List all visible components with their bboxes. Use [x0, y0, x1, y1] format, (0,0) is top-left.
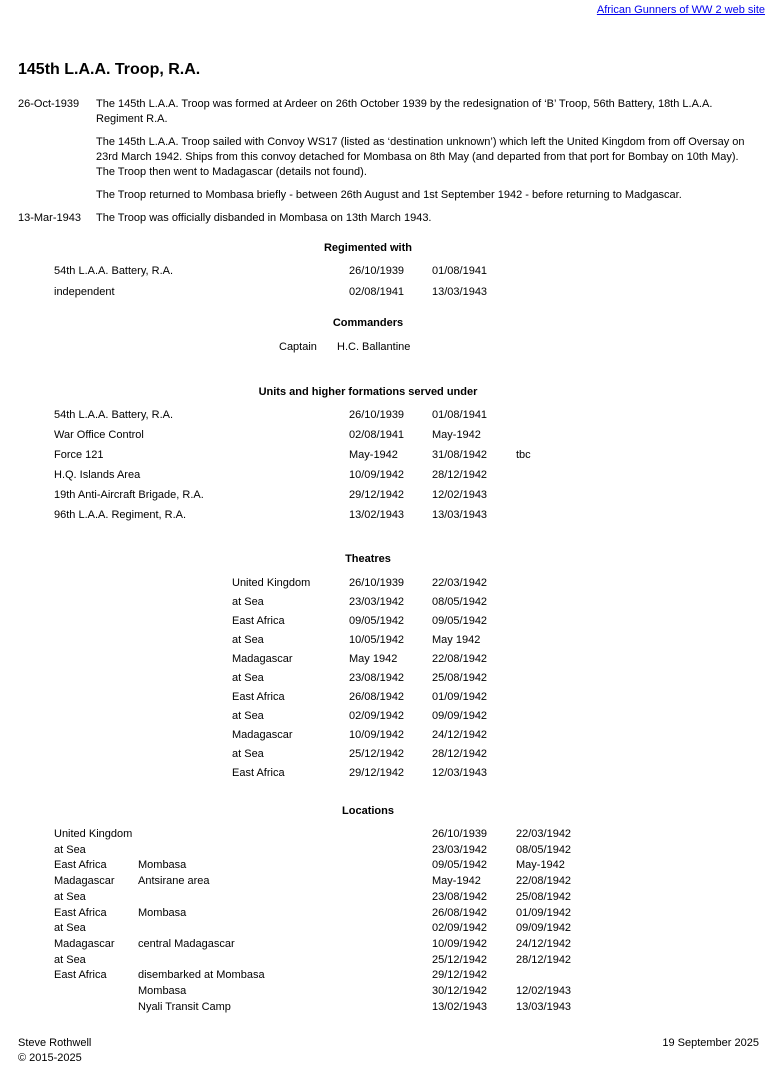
page-footer	[18, 1036, 759, 1066]
date-from-cell: 02/08/1941	[349, 429, 405, 441]
table-row	[54, 953, 626, 969]
history-entry	[18, 97, 755, 127]
place-cell: disembarked at Mombasa	[138, 969, 265, 982]
footer-author: Steve Rothwell	[18, 1037, 92, 1049]
footer-author-block	[18, 1036, 91, 1066]
region-cell: at Sea	[54, 843, 86, 856]
history-text: The 145th L.A.A. Troop sailed with Convoy WS17 (listed as ‘destination unknown’) which left the United Kingdom from off Oversay on 23rd March 1942. Ships from this convoy detached for Mombasa on 8th May (and departed from that port for Bombay on 10th May). The Troop then went to Madagascar (details not found).	[96, 136, 745, 178]
date-to-cell	[516, 968, 626, 984]
history-date	[18, 135, 96, 180]
date-to-cell: 25/08/1942	[432, 672, 488, 684]
table-row	[232, 747, 542, 766]
place-cell	[138, 921, 432, 937]
unit-name-cell: 19th Anti-Aircraft Brigade, R.A.	[54, 489, 204, 501]
regimented-with-table	[54, 264, 516, 306]
history-date: 26-Oct-1939	[18, 98, 80, 110]
place-cell: Nyali Transit Camp	[138, 1000, 231, 1013]
date-to-cell: 22/08/1942	[516, 875, 572, 888]
date-from-cell: May-1942	[432, 875, 481, 888]
table-row	[54, 468, 576, 488]
date-from-cell: May 1942	[349, 653, 398, 665]
date-to-cell: 01/08/1941	[432, 409, 488, 421]
table-row	[54, 906, 626, 922]
table-row	[232, 595, 542, 614]
units-table	[54, 408, 576, 528]
table-row	[54, 508, 576, 528]
date-from-cell: 02/09/1942	[432, 922, 488, 935]
date-from-cell: 25/12/1942	[432, 953, 488, 966]
site-home-link[interactable]: African Gunners of WW 2 web site	[596, 4, 765, 16]
table-row	[54, 428, 576, 448]
unit-name-cell: Force 121	[54, 449, 104, 461]
date-from-cell: 02/09/1942	[349, 710, 405, 722]
place-cell	[138, 843, 432, 859]
place-cell: central Madagascar	[138, 937, 235, 950]
history-entry	[18, 188, 755, 203]
region-cell: at Sea	[54, 953, 86, 966]
table-row	[54, 921, 626, 937]
place-cell: Mombasa	[138, 906, 187, 919]
history-section	[18, 97, 755, 226]
date-from-cell: 23/08/1942	[432, 890, 488, 903]
date-to-cell: 08/05/1942	[516, 843, 572, 856]
table-row	[232, 766, 542, 785]
date-to-cell: 09/09/1942	[516, 922, 572, 935]
table-row	[54, 264, 516, 285]
place-cell	[138, 890, 432, 906]
region-cell	[54, 1000, 138, 1016]
page-title: 145th L.A.A. Troop, R.A.	[18, 61, 201, 78]
commander-rank-cell: Captain	[279, 341, 317, 353]
table-row	[54, 448, 576, 468]
place-cell: Antsirane area	[138, 875, 210, 888]
theatres-table	[232, 576, 542, 785]
date-to-cell: 12/02/1943	[432, 489, 488, 501]
section-title-commanders: Commanders	[332, 317, 404, 329]
date-to-cell: May-1942	[516, 859, 565, 872]
history-date: 13-Mar-1943	[18, 212, 81, 224]
unit-name-cell: 54th L.A.A. Battery, R.A.	[54, 409, 174, 421]
history-entry	[18, 211, 755, 226]
place-cell: Mombasa	[138, 985, 187, 998]
date-to-cell: May-1942	[432, 429, 481, 441]
date-to-cell: 24/12/1942	[432, 729, 488, 741]
date-to-cell: 31/08/1942	[432, 449, 488, 461]
date-from-cell: 09/05/1942	[432, 859, 488, 872]
table-row	[232, 576, 542, 595]
table-row	[54, 890, 626, 906]
theatre-name-cell: Madagascar	[232, 729, 293, 741]
header-bar	[0, 0, 773, 18]
history-date	[18, 188, 96, 203]
date-to-cell: 28/12/1942	[516, 953, 572, 966]
region-cell: at Sea	[54, 922, 86, 935]
table-row	[54, 1000, 626, 1016]
date-to-cell: 13/03/1943	[516, 1000, 572, 1013]
date-to-cell: 01/09/1942	[432, 691, 488, 703]
date-from-cell: 25/12/1942	[349, 748, 405, 760]
date-to-cell: 09/09/1942	[432, 710, 488, 722]
table-row	[54, 285, 516, 306]
table-row	[54, 984, 626, 1000]
history-entry	[18, 135, 755, 180]
footer-date: 19 September 2025	[662, 1037, 759, 1049]
place-cell: Mombasa	[138, 859, 187, 872]
table-row	[54, 827, 626, 843]
date-to-cell: 01/08/1941	[432, 265, 488, 277]
table-row	[232, 652, 542, 671]
history-text: The Troop was officially disbanded in Mombasa on 13th March 1943.	[96, 212, 432, 224]
date-to-cell: 01/09/1942	[516, 906, 572, 919]
table-row	[54, 968, 626, 984]
date-to-cell: 28/12/1942	[432, 748, 488, 760]
date-to-cell: 22/08/1942	[432, 653, 488, 665]
theatre-name-cell: at Sea	[232, 596, 264, 608]
footer-copyright: © 2015-2025	[18, 1052, 82, 1064]
note-cell	[516, 408, 576, 428]
place-cell	[138, 827, 432, 843]
table-row	[54, 843, 626, 859]
date-from-cell: 29/12/1942	[432, 969, 488, 982]
date-from-cell: 23/08/1942	[349, 672, 405, 684]
date-from-cell: 10/09/1942	[349, 469, 405, 481]
region-cell: United Kingdom	[54, 828, 133, 840]
date-from-cell: 29/12/1942	[349, 489, 405, 501]
date-from-cell: May-1942	[349, 449, 398, 461]
table-row	[232, 614, 542, 633]
section-title-locations: Locations	[342, 805, 394, 817]
date-from-cell: 02/08/1941	[349, 286, 405, 298]
date-from-cell: 10/09/1942	[432, 937, 488, 950]
commander-name-cell: H.C. Ballantine	[337, 341, 411, 353]
theatre-name-cell: at Sea	[232, 710, 264, 722]
theatre-name-cell: East Africa	[232, 615, 285, 627]
commanders-table	[279, 340, 537, 355]
note-cell	[516, 428, 576, 448]
history-text: The 145th L.A.A. Troop was formed at Ardeer on 26th October 1939 by the redesignation of ‘B’ Troop, 56th Battery, 18th L.A.A. Regiment R.A.	[96, 98, 713, 125]
region-cell: Madagascar	[54, 875, 115, 888]
unit-name-cell: H.Q. Islands Area	[54, 469, 141, 481]
theatre-name-cell: at Sea	[232, 672, 264, 684]
date-from-cell: 23/03/1942	[432, 843, 488, 856]
table-row	[232, 728, 542, 747]
date-from-cell: 26/10/1939	[349, 409, 405, 421]
date-to-cell: 08/05/1942	[432, 596, 488, 608]
table-row	[232, 671, 542, 690]
date-to-cell: 12/03/1943	[432, 767, 488, 779]
date-from-cell: 10/09/1942	[349, 729, 405, 741]
place-cell	[138, 953, 432, 969]
theatre-name-cell: Madagascar	[232, 653, 293, 665]
date-to-cell: 25/08/1942	[516, 890, 572, 903]
theatre-name-cell: at Sea	[232, 748, 264, 760]
note-cell	[516, 508, 576, 528]
note-cell: tbc	[516, 449, 531, 461]
region-cell: East Africa	[54, 859, 107, 872]
note-cell	[516, 488, 576, 508]
date-to-cell: 22/03/1942	[516, 828, 572, 840]
locations-table	[54, 827, 626, 1015]
history-text: The Troop returned to Mombasa briefly - between 26th August and 1st September 1942 - before returning to Madgascar.	[96, 189, 682, 201]
date-from-cell: 29/12/1942	[349, 767, 405, 779]
table-row	[232, 633, 542, 652]
unit-name-cell: independent	[54, 286, 115, 298]
region-cell	[54, 984, 138, 1000]
date-from-cell: 26/10/1939	[432, 828, 488, 840]
date-from-cell: 09/05/1942	[349, 615, 405, 627]
table-row	[54, 488, 576, 508]
theatre-name-cell: East Africa	[232, 767, 285, 779]
note-cell	[516, 468, 576, 488]
table-row	[279, 340, 537, 355]
date-to-cell: 13/03/1943	[432, 509, 488, 521]
theatre-name-cell: United Kingdom	[232, 577, 311, 589]
date-from-cell: 26/10/1939	[349, 265, 405, 277]
table-row	[54, 858, 626, 874]
date-from-cell: 13/02/1943	[432, 1000, 488, 1013]
date-from-cell: 23/03/1942	[349, 596, 405, 608]
date-from-cell: 26/08/1942	[432, 906, 488, 919]
unit-name-cell: 54th L.A.A. Battery, R.A.	[54, 265, 174, 277]
date-to-cell: 24/12/1942	[516, 937, 572, 950]
table-row	[54, 408, 576, 428]
table-row	[232, 709, 542, 728]
date-to-cell: 13/03/1943	[432, 286, 488, 298]
table-row	[232, 690, 542, 709]
date-to-cell: 22/03/1942	[432, 577, 488, 589]
table-row	[54, 937, 626, 953]
region-cell: East Africa	[54, 906, 107, 919]
date-to-cell: May 1942	[432, 634, 481, 646]
section-title-units: Units and higher formations served under	[258, 386, 478, 398]
region-cell: Madagascar	[54, 937, 115, 950]
date-to-cell: 12/02/1943	[516, 985, 572, 998]
date-to-cell: 28/12/1942	[432, 469, 488, 481]
table-row	[54, 874, 626, 890]
theatre-name-cell: at Sea	[232, 634, 264, 646]
region-cell: East Africa	[54, 969, 107, 982]
date-from-cell: 26/10/1939	[349, 577, 405, 589]
date-from-cell: 26/08/1942	[349, 691, 405, 703]
date-to-cell: 09/05/1942	[432, 615, 488, 627]
unit-name-cell: War Office Control	[54, 429, 144, 441]
region-cell: at Sea	[54, 890, 86, 903]
section-title-regimented-with: Regimented with	[323, 242, 412, 254]
date-from-cell: 13/02/1943	[349, 509, 405, 521]
date-from-cell: 30/12/1942	[432, 985, 488, 998]
section-title-theatres: Theatres	[345, 553, 391, 565]
date-from-cell: 10/05/1942	[349, 634, 405, 646]
theatre-name-cell: East Africa	[232, 691, 285, 703]
unit-name-cell: 96th L.A.A. Regiment, R.A.	[54, 509, 187, 521]
